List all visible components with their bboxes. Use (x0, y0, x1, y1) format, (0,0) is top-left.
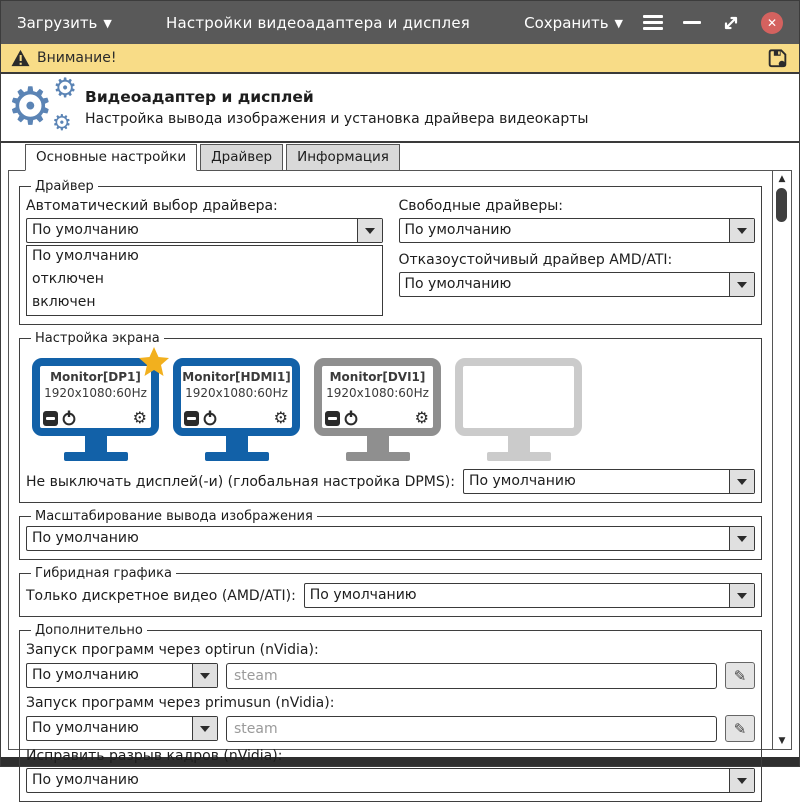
extra-section (19, 623, 762, 802)
monitor-remove-button[interactable] (43, 411, 58, 426)
optirun-select[interactable] (26, 663, 218, 688)
optirun-label: Запуск программ через optirun (nVidia): (26, 642, 319, 658)
optirun-program-input[interactable] (226, 663, 717, 689)
monitor-dp1[interactable] (32, 358, 159, 461)
driver-section-legend: Драйвер (35, 179, 94, 194)
pencil-icon: ✎ (733, 666, 747, 685)
video-settings-gears-icon: ⚙ ⚙ ⚙ (7, 73, 78, 137)
auto-driver-select[interactable] (26, 218, 383, 243)
tabs (1, 144, 799, 171)
monitor-settings-gear-icon[interactable]: ⚙ (414, 408, 429, 427)
option-enabled[interactable]: включен (32, 294, 96, 310)
titlebar-actions (524, 12, 783, 34)
auto-driver-options (26, 245, 383, 316)
page-title: Видеоадаптер и дисплей (85, 88, 314, 106)
warning-bar (1, 44, 799, 74)
discrete-only-value: По умолчанию (309, 587, 417, 603)
option-default[interactable]: По умолчанию (32, 248, 139, 264)
monitor-list (26, 348, 755, 463)
load-menu-button[interactable] (17, 14, 112, 32)
chevron-down-icon (729, 273, 754, 296)
failsafe-driver-select[interactable] (399, 272, 756, 297)
power-icon[interactable] (202, 410, 218, 426)
auto-driver-label: Автоматический выбор драйвера: (26, 198, 278, 214)
scaling-select[interactable] (26, 526, 755, 551)
option-disabled[interactable]: отключен (32, 271, 104, 287)
load-menu-label: Загрузить (17, 13, 98, 32)
close-button[interactable]: ✕ (761, 12, 783, 34)
scroll-up-arrow[interactable]: ▲ (778, 174, 786, 184)
warning-icon (11, 49, 30, 67)
power-icon[interactable] (61, 410, 77, 426)
monitor-dvi1[interactable] (314, 358, 441, 461)
discrete-only-select[interactable] (304, 583, 755, 608)
fullscreen-icon[interactable] (721, 13, 741, 33)
chevron-down-icon (192, 664, 217, 687)
primusrun-edit-button[interactable] (725, 715, 755, 742)
primusrun-select[interactable] (26, 716, 218, 741)
page-subtitle: Настройка вывода изображения и установка драйвера видеокарты (85, 111, 589, 127)
app-header (1, 74, 799, 143)
pencil-icon: ✎ (733, 719, 747, 738)
optirun-edit-button[interactable] (725, 662, 755, 689)
save-menu-button[interactable] (524, 14, 623, 32)
primusrun-program-input[interactable] (226, 716, 717, 742)
free-drivers-label: Свободные драйверы: (398, 198, 564, 214)
monitor-name: Monitor[DP1] (50, 370, 141, 384)
hybrid-section-legend: Гибридная графика (35, 566, 172, 581)
free-drivers-select[interactable] (399, 218, 756, 243)
chevron-down-icon (729, 584, 754, 607)
chevron-down-icon (729, 769, 754, 792)
chevron-down-icon (192, 717, 217, 740)
dpms-value: По умолчанию (468, 473, 576, 489)
monitor-remove-button[interactable] (325, 411, 340, 426)
scroll-content (9, 171, 772, 788)
optirun-value: По умолчанию (32, 667, 139, 683)
free-drivers-value: По умолчанию (404, 222, 512, 238)
minimize-button[interactable] (683, 21, 701, 24)
primusrun-label: Запуск программ через primusun (nVidia): (26, 695, 335, 711)
monitor-remove-button[interactable] (184, 411, 199, 426)
tab-main-settings[interactable]: Основные настройки (25, 144, 197, 171)
primary-monitor-star-icon (138, 346, 170, 378)
tearing-value: По умолчанию (32, 772, 139, 788)
tearing-select[interactable] (26, 768, 755, 793)
failsafe-driver-label: Отказоустойчивый драйвер AMD/ATI: (398, 252, 673, 268)
monitor-name: Monitor[HDMI1] (182, 370, 291, 384)
save-menu-label: Сохранить (524, 13, 609, 32)
chevron-down-icon: ▼ (614, 17, 623, 30)
discrete-only-label: Только дискретное видео (AMD/ATI): (26, 587, 296, 604)
dpms-select[interactable] (463, 469, 755, 494)
monitor-settings-gear-icon[interactable]: ⚙ (132, 408, 147, 427)
primusrun-value: По умолчанию (32, 720, 139, 736)
chevron-down-icon: ▼ (103, 17, 112, 30)
tab-information[interactable]: Информация (286, 144, 400, 171)
chevron-down-icon (729, 219, 754, 242)
dpms-label: Не выключать дисплей(-и) (глобальная настройка DPMS): (26, 473, 455, 490)
warning-text: Внимание! (37, 50, 117, 66)
driver-section (19, 179, 762, 325)
screen-section-legend: Настройка экрана (35, 331, 160, 346)
monitor-empty-slot[interactable] (455, 358, 582, 461)
chevron-down-icon (729, 470, 754, 493)
window-title: Настройки видеоадаптера и дисплея (166, 13, 470, 32)
chevron-down-icon (357, 219, 382, 242)
monitor-resolution: 1920x1080:60Hz (44, 386, 147, 400)
save-file-icon[interactable] (766, 47, 789, 70)
tearing-label: Исправить разрыв кадров (nVidia): (26, 748, 283, 764)
monitor-settings-gear-icon[interactable]: ⚙ (273, 408, 288, 427)
scaling-section-legend: Масштабирование вывода изображения (35, 509, 313, 524)
scaling-section (19, 509, 762, 560)
vertical-scrollbar[interactable] (772, 171, 791, 749)
monitor-resolution: 1920x1080:60Hz (185, 386, 288, 400)
monitor-hdmi1[interactable] (173, 358, 300, 461)
tab-content (8, 170, 792, 788)
monitor-name: Monitor[DVI1] (329, 370, 426, 384)
power-icon[interactable] (343, 410, 359, 426)
hybrid-section (19, 566, 762, 617)
monitor-resolution: 1920x1080:60Hz (326, 386, 429, 400)
auto-driver-value: По умолчанию (32, 222, 139, 238)
scroll-down-arrow[interactable]: ▼ (778, 736, 786, 746)
scrollbar-thumb[interactable] (776, 188, 787, 222)
scaling-value: По умолчанию (32, 530, 139, 546)
menu-icon[interactable] (643, 15, 663, 30)
failsafe-driver-value: По умолчанию (404, 276, 512, 292)
titlebar (1, 1, 799, 44)
screen-section (19, 331, 762, 503)
chevron-down-icon (729, 527, 754, 550)
tab-driver[interactable]: Драйвер (200, 144, 283, 171)
extra-section-legend: Дополнительно (35, 623, 143, 638)
